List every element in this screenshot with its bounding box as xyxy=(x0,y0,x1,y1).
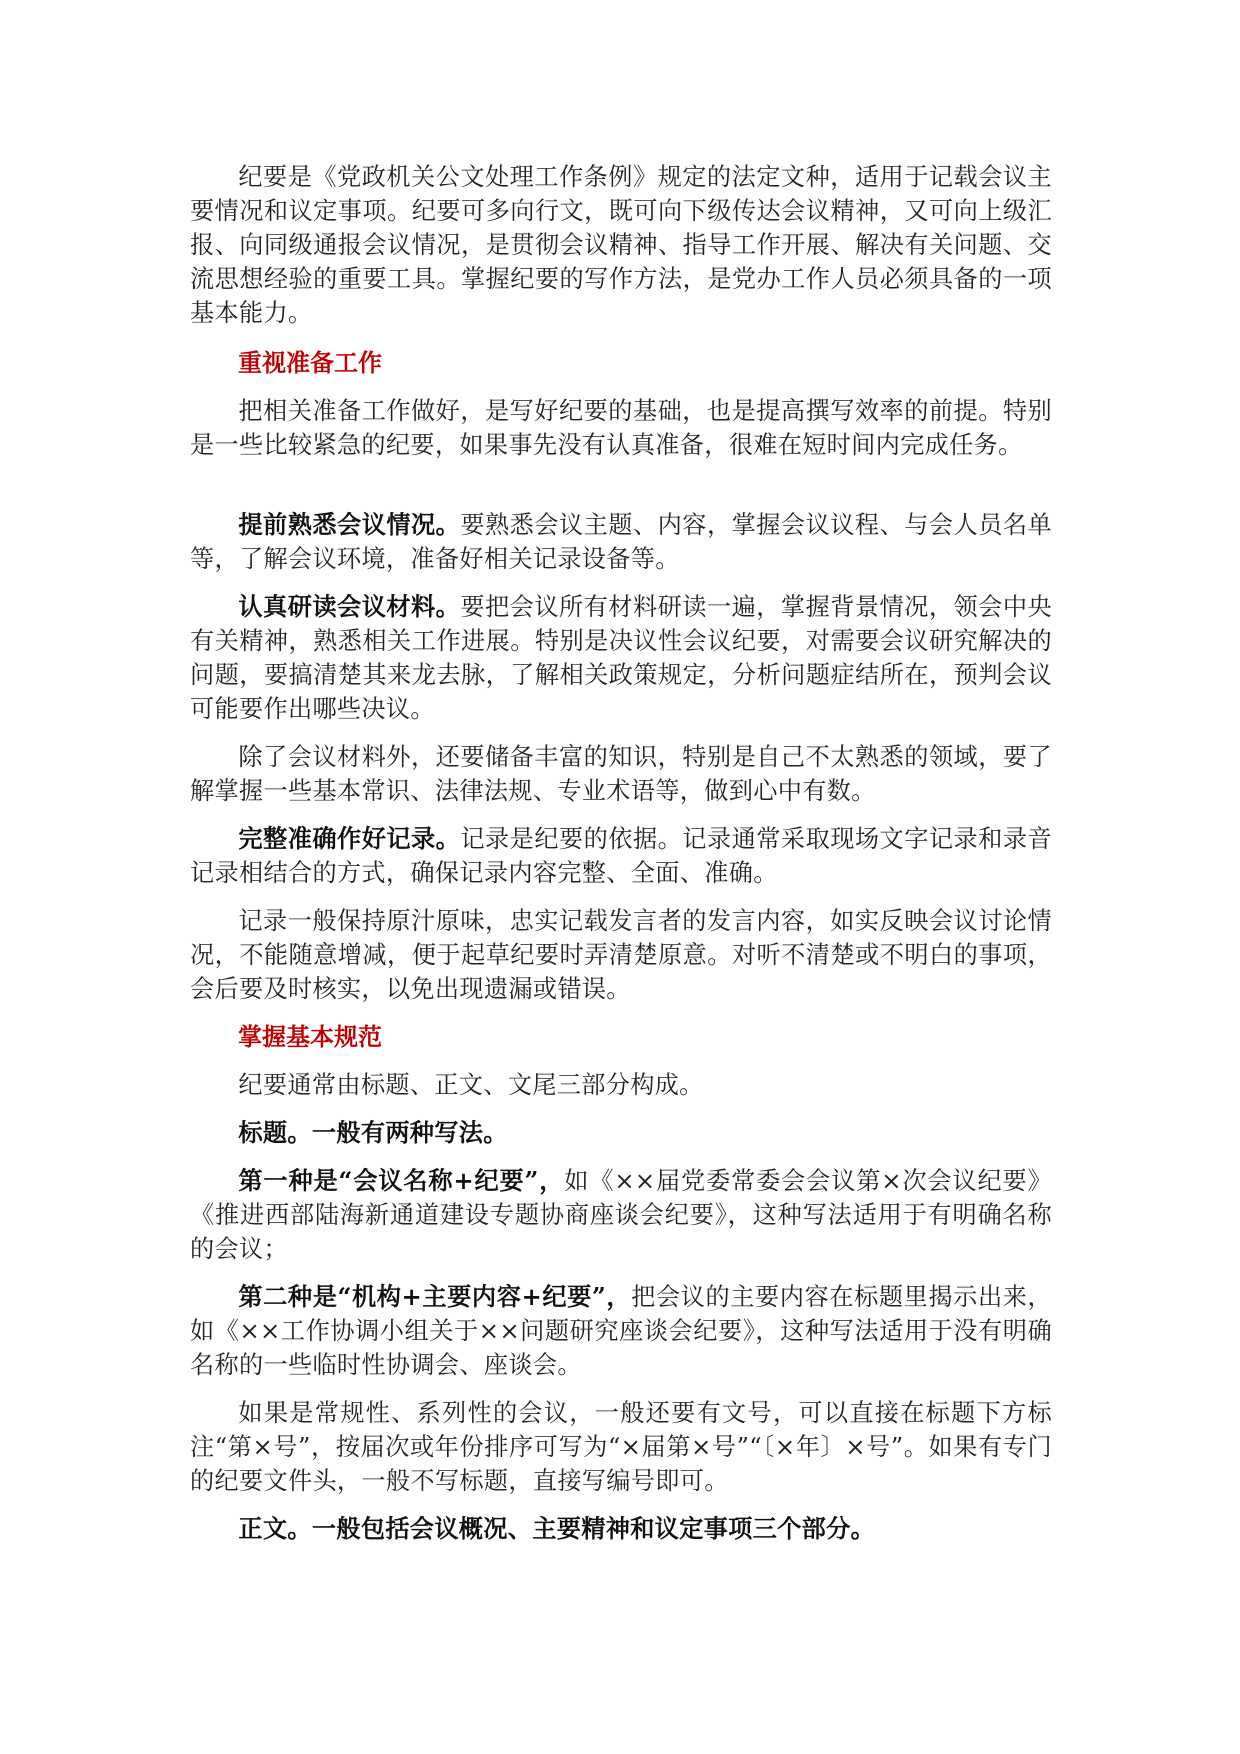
paragraph-knowledge-reserve: 除了会议材料外，还要储备丰富的知识，特别是自己不太熟悉的领域，要了解掌握一些基本常识、法律法规、专业术语等，做到心中有数。 xyxy=(190,743,1052,805)
paragraph-title-method-two xyxy=(190,1280,1052,1382)
lead-familiarize-meeting: 提前熟悉会议情况。 xyxy=(238,510,461,539)
intro-paragraph: 纪要是《党政机关公文处理工作条例》规定的法定文种，适用于记载会议主要情况和议定事项。纪要可多向行文，既可向下级传达会议精神，又可向上级汇报、向同级通报会议情况，是贯彻会议精神、指导工作开展、解决有关问题、交流思想经验的重要工具。掌握纪要的写作方法，是党办工作人员必须具备的一项基本能力。 xyxy=(190,163,1052,327)
paragraph-preparation-basis: 把相关准备工作做好，是写好纪要的基础，也是提高撰写效率的前提。特别是一些比较紧急的纪要，如果事先没有认真准备，很难在短时间内完成任务。 xyxy=(190,397,1052,459)
body-familiarize-meeting: 要熟悉会议主题、内容，掌握会议议程、与会人员名单等，了解会议环境，准备好相关记录设备等。 xyxy=(190,511,1053,573)
paragraph-title-methods: 标题。一般有两种写法。 xyxy=(238,1118,508,1147)
body-study-materials: 要把会议所有材料研读一遍，掌握背景情况，领会中央有关精神，熟悉相关工作进展。特别是决议性会议纪要，对需要会议研究解决的问题，要搞清楚其来龙去脉，了解相关政策规定，分析问题症结所在，预判会议可能要作出哪些决议。 xyxy=(190,593,1053,723)
lead-study-materials: 认真研读会议材料。 xyxy=(238,592,461,621)
paragraph-title-method-one xyxy=(190,1164,1052,1266)
lead-title-method-one: 第一种是“会议名称+纪要”， xyxy=(238,1166,565,1195)
document-page xyxy=(190,160,1052,1546)
paragraph-study-materials xyxy=(190,590,1052,726)
paragraph-main-body: 正文。一般包括会议概况、主要精神和议定事项三个部分。 xyxy=(238,1514,876,1543)
paragraph-structure: 纪要通常由标题、正文、文尾三部分构成。 xyxy=(238,1071,704,1099)
body-title-method-two: 把会议的主要内容在标题里揭示出来，如《××工作协调小组关于××问题研究座谈会纪要》，这种写法适用于没有明确名称的一些临时性协调会、座谈会。 xyxy=(190,1283,1052,1379)
paragraph-record-keeping xyxy=(190,822,1052,890)
section-heading-norms: 掌握基本规范 xyxy=(238,1022,382,1051)
paragraph-familiarize-meeting xyxy=(190,508,1052,576)
body-title-method-one: 如《××届党委常委会会议第×次会议纪要》《推进西部陆海新通道建设专题协商座谈会纪要》，这种写法适用于有明确名称的会议； xyxy=(190,1167,1052,1263)
paragraph-document-number: 如果是常规性、系列性的会议，一般还要有文号，可以直接在标题下方标注“第×号”，按届次或年份排序可写为“×届第×号”“〔×年〕×号”。如果有专门的纪要文件头，一般不写标题，直接写编号即可。 xyxy=(190,1399,1052,1495)
lead-title-method-two: 第二种是“机构+主要内容+纪要”， xyxy=(238,1282,632,1311)
lead-record-keeping: 完整准确作好记录。 xyxy=(238,824,461,853)
body-record-keeping: 记录是纪要的依据。记录通常采取现场文字记录和录音记录相结合的方式，确保记录内容完整、全面、准确。 xyxy=(190,825,1053,887)
section-heading-preparation: 重视准备工作 xyxy=(238,348,382,377)
paragraph-record-fidelity: 记录一般保持原汁原味，忠实记载发言者的发言内容，如实反映会议讨论情况，不能随意增减，便于起草纪要时弄清楚原意。对听不清楚或不明白的事项，会后要及时核实，以免出现遗漏或错误。 xyxy=(190,907,1052,1003)
